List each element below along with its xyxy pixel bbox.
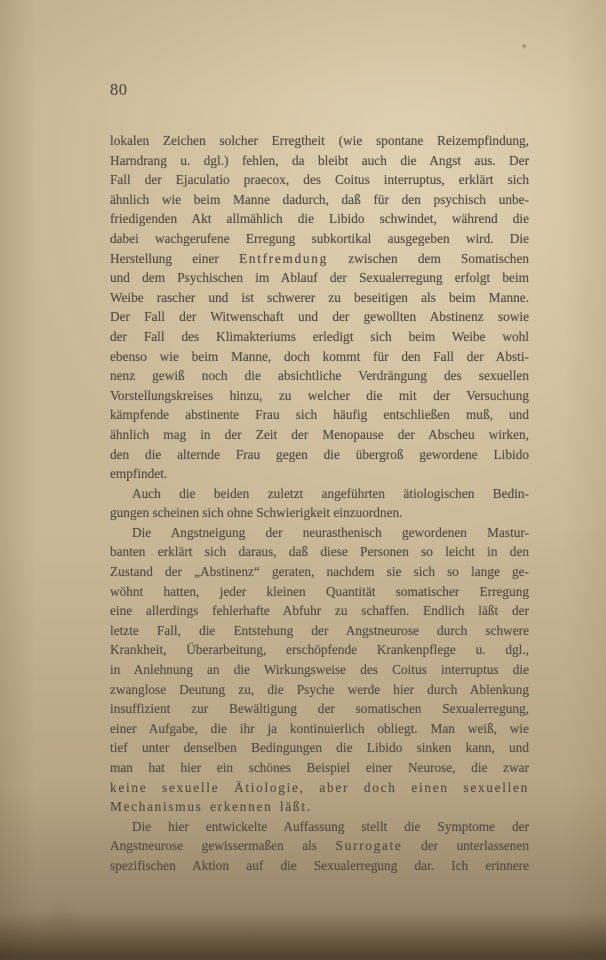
text-line [110, 738, 529, 758]
text-line [110, 562, 529, 582]
text-segment: Weibe rascher und ist schwerer zu beseitigen als beim Manne. [110, 289, 529, 305]
text-segment: ähnlich mag in der Zeit der Menopause der Abscheu wirken, [110, 426, 529, 442]
text-segment: Angstneurose gewissermaßen als [110, 838, 336, 854]
text-line [110, 386, 529, 406]
text-segment: dabei wachgerufene Erregung subkortikal ausgegeben wird. Die [110, 230, 529, 246]
text-segment: wöhnt hatten, jeder kleinen Quantität somatischer Erregung [110, 583, 529, 599]
text-line [110, 542, 529, 562]
text-line [110, 778, 529, 798]
text-line [110, 327, 529, 347]
text-line [110, 797, 529, 817]
text-line [110, 405, 529, 425]
text-line [110, 268, 529, 288]
text-line [110, 464, 529, 484]
text-line [110, 758, 529, 778]
text-segment: banten erklärt sich daraus, daß diese Personen so leicht in den [110, 544, 529, 560]
text-segment: nenz gewiß noch die absichtliche Verdrängung des sexuellen [110, 368, 529, 384]
text-line [110, 347, 529, 367]
text-line [110, 523, 529, 543]
text-segment: letzte Fall, die Entstehung der Angstneurose durch schwere [110, 622, 529, 638]
text-segment: empfindet. [110, 466, 168, 482]
text-line [110, 425, 529, 445]
letterspaced-text: Mechanismus erkennen läßt. [110, 799, 312, 815]
page-number: 80 [110, 80, 128, 99]
text-line [110, 640, 529, 660]
text-line [110, 699, 529, 719]
text-line [110, 131, 529, 151]
text-segment: den die alternde Frau gegen die übergroß gewordene Libido [110, 446, 529, 462]
text-line [110, 660, 529, 680]
text-segment: tief unter denselben Bedingungen die Libido sinken kann, und [110, 740, 529, 756]
letterspaced-text: Entfremdung [239, 250, 328, 266]
text-line [110, 719, 529, 739]
text-segment: Fall der Ejaculatio praecox, des Coitus interruptus, erklärt sich [110, 172, 529, 188]
text-line [110, 836, 529, 856]
text-segment: in Anlehnung an die Wirkungsweise des Coitus interruptus die [110, 662, 529, 678]
text-line [110, 170, 529, 190]
text-segment: Vorstellungskreises hinzu, zu welcher die mit der Versuchung [110, 387, 529, 403]
text-segment: Die Angstneigung der neurasthenisch gewordenen Mastur- [132, 524, 529, 540]
text-segment: zwanglose Deutung zu, die Psyche werde hier durch Ablenkung [110, 681, 529, 697]
text-segment: Der Fall der Witwenschaft und der gewollten Abstinenz sowie [110, 309, 529, 325]
text-segment: und dem Psychischen im Ablauf der Sexualerregung erfolgt beim [110, 270, 529, 286]
text-segment: Die hier entwickelte Auffassung stellt die Symptome der [132, 818, 529, 834]
text-segment: eine allerdings fehlerhafte Abfuhr zu schaffen. Endlich läßt der [110, 603, 529, 619]
text-segment: Harndrang u. dgl.) fehlen, da bleibt auch die Angst aus. Der [110, 152, 529, 168]
text-line [110, 151, 529, 171]
text-segment: kämpfende abstinente Frau sich häufig entschließen muß, und [110, 407, 529, 423]
text-block [110, 131, 529, 876]
text-line [110, 229, 529, 249]
text-line [110, 190, 529, 210]
letterspaced-text: keine sexuelle Ätiologie, aber doch einen sexuellen [110, 779, 529, 795]
text-line [110, 288, 529, 308]
text-line [110, 445, 529, 465]
text-segment: Zustand der „Abstinenz“ geraten, nachdem sie sich so lange ge- [110, 564, 529, 580]
text-segment: zwischen dem Somatischen [327, 250, 529, 266]
text-segment: der unterlassenen [402, 838, 529, 854]
text-segment: Herstellung einer [110, 250, 240, 266]
text-segment: insuffizient zur Bewältigung der somatischen Sexualerregung, [110, 701, 529, 717]
text-line [110, 249, 529, 269]
text-line [110, 503, 529, 523]
text-line [110, 680, 529, 700]
text-segment: Auch die beiden zuletzt angeführten ätiologischen Bedin- [132, 485, 529, 501]
text-line [110, 817, 529, 837]
text-line [110, 484, 529, 504]
text-segment: friedigenden Akt allmählich die Libido schwindet, während die [110, 211, 529, 227]
text-line [110, 307, 529, 327]
text-segment: ebenso wie beim Manne, doch kommt für den Fall der Absti- [110, 348, 529, 364]
text-segment: der Fall des Klimakteriums erledigt sich beim Weibe wohl [110, 328, 529, 344]
text-line [110, 601, 529, 621]
text-line [110, 621, 529, 641]
text-line [110, 856, 529, 876]
text-line [110, 209, 529, 229]
text-segment: gungen scheinen sich ohne Schwierigkeit einzuordnen. [110, 505, 403, 521]
text-segment: ähnlich wie beim Manne dadurch, daß für den psychisch unbe- [110, 191, 529, 207]
text-line [110, 366, 529, 386]
text-segment: spezifischen Aktion auf die Sexualerregung dar. Ich erinnere [110, 857, 529, 873]
text-segment: Krankheit, Überarbeitung, erschöpfende Krankenpflege u. dgl., [110, 642, 529, 658]
letterspaced-text: Surrogate [335, 838, 403, 854]
text-segment: man hat hier ein schönes Beispiel einer Neurose, die zwar [110, 760, 529, 775]
text-segment: lokalen Zeichen solcher Erregtheit (wie spontane Reizempfindung, [110, 133, 529, 148]
text-segment: einer Aufgabe, die ihr ja kontinuierlich obliegt. Man weiß, wie [110, 720, 529, 736]
text-line [110, 582, 529, 602]
